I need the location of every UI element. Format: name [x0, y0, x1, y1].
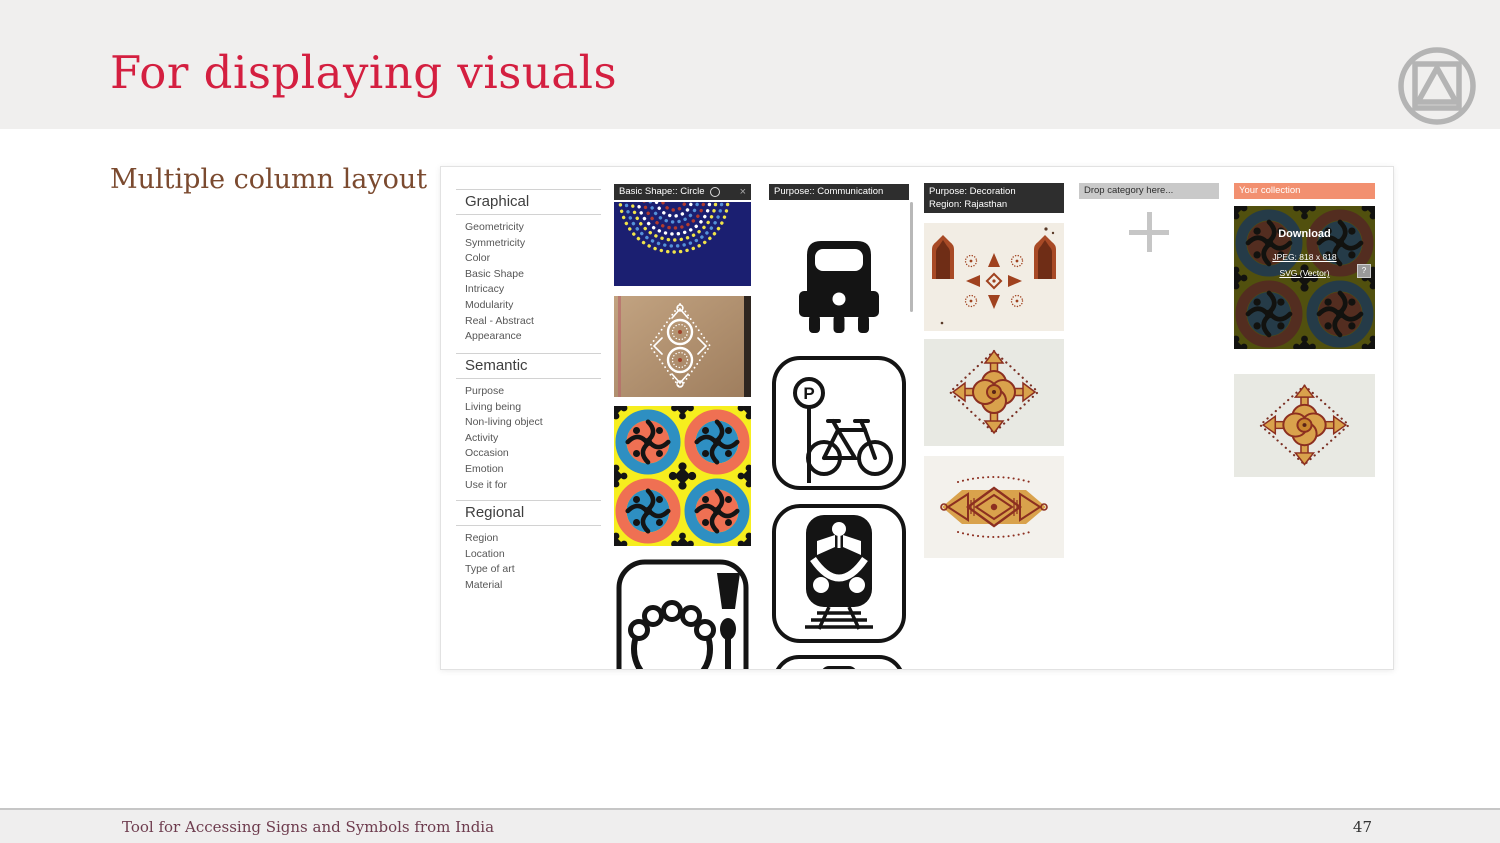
sidebar-item-real-abstract[interactable]: Real - Abstract: [465, 314, 534, 327]
slide-footer: [0, 808, 1500, 843]
sidebar-item-symmetricity[interactable]: Symmetricity: [465, 236, 526, 249]
column-header-label: Purpose:: Communication: [774, 186, 884, 197]
sidebar-section-semantic: [456, 353, 601, 493]
image-diamond-mandala-photo[interactable]: [1234, 374, 1375, 477]
sidebar-item-occasion[interactable]: Occasion: [465, 447, 509, 460]
sidebar-item-non-living-object[interactable]: Non-living object: [465, 416, 543, 429]
collection-header[interactable]: Your collection: [1234, 183, 1375, 199]
column-header-line2: Region: Rajasthan: [929, 199, 1008, 210]
sidebar-heading-semantic: Semantic: [465, 357, 528, 374]
image-wall-niches-motif-photo[interactable]: [924, 223, 1064, 331]
sidebar-item-living-being[interactable]: Living being: [465, 400, 522, 413]
image-dark-tile-with-download-overlay[interactable]: [1234, 206, 1375, 349]
sidebar-item-intricacy[interactable]: Intricacy: [465, 283, 505, 296]
image-bright-tile-pattern[interactable]: [614, 406, 751, 546]
sidebar-item-use-it-for[interactable]: Use it for: [465, 478, 508, 491]
image-border-motif-photo[interactable]: [924, 456, 1064, 558]
image-dot-rangoli-on-navy[interactable]: [614, 202, 751, 286]
square-triangle-logo-icon: [1396, 45, 1478, 127]
column-purpose-communication: [769, 184, 909, 669]
sidebar-item-modularity[interactable]: Modularity: [465, 298, 514, 311]
sidebar-item-material[interactable]: Material: [465, 578, 503, 591]
close-icon[interactable]: ×: [739, 186, 746, 198]
sidebar-item-type-of-art[interactable]: Type of art: [465, 563, 515, 576]
vertical-scrollbar[interactable]: [910, 202, 913, 312]
image-tambourine-line-icon[interactable]: [614, 557, 751, 670]
sidebar-item-color[interactable]: Color: [465, 252, 491, 265]
sidebar-heading-graphical: Graphical: [465, 193, 530, 210]
image-bicycle-parking-sign[interactable]: [769, 353, 909, 493]
circle-shape-icon: [710, 187, 720, 197]
sidebar-section-regional: [456, 500, 601, 593]
sidebar-item-purpose[interactable]: Purpose: [465, 385, 505, 397]
image-diamond-mandala-photo[interactable]: [924, 339, 1064, 446]
parking-p-label: P: [803, 384, 815, 403]
download-jpeg-link[interactable]: JPEG: 818 x 818: [1272, 252, 1337, 262]
column-header-decoration-rajasthan[interactable]: [924, 183, 1064, 213]
sidebar-item-location[interactable]: Location: [465, 547, 505, 560]
column-header-purpose-communication[interactable]: [769, 184, 909, 200]
sidebar-section-graphical: [456, 189, 601, 345]
column-basic-shape-circle: [614, 184, 751, 670]
sidebar-item-basic-shape[interactable]: Basic Shape: [465, 267, 524, 280]
image-train-pictogram[interactable]: [769, 501, 909, 646]
column-decoration-rajasthan: [924, 183, 1064, 558]
sidebar-item-emotion[interactable]: Emotion: [465, 462, 504, 475]
column-drop-zone[interactable]: [1079, 183, 1219, 252]
footer-text: Tool for Accessing Signs and Symbols from India: [122, 817, 495, 836]
image-floor-rangoli-photo[interactable]: [614, 296, 751, 397]
download-overlay: [1234, 206, 1375, 349]
sidebar-item-region[interactable]: Region: [465, 532, 499, 544]
download-svg-link[interactable]: SVG (Vector): [1279, 268, 1330, 278]
image-auto-rickshaw-pictogram[interactable]: [769, 211, 909, 346]
sidebar-item-activity[interactable]: Activity: [465, 431, 499, 444]
slide-title: For displaying visuals: [110, 46, 618, 99]
column-header-basic-shape-circle[interactable]: [614, 184, 751, 200]
image-partial-next-icon[interactable]: [769, 653, 909, 669]
slide-subtitle: Multiple column layout: [110, 164, 428, 195]
column-header-label: Basic Shape:: Circle: [619, 186, 705, 197]
column-header-line1: Purpose: Decoration: [929, 186, 1016, 197]
drop-zone-header[interactable]: Drop category here...: [1079, 183, 1219, 199]
plus-icon: [1129, 212, 1169, 252]
sidebar-item-geometricity[interactable]: Geometricity: [465, 221, 524, 233]
help-icon[interactable]: ?: [1357, 264, 1371, 278]
tool-screenshot-panel: [440, 166, 1394, 670]
sidebar-item-appearance[interactable]: Appearance: [465, 330, 522, 343]
sidebar-heading-regional: Regional: [465, 504, 525, 521]
page-number: 47: [1352, 818, 1372, 836]
column-your-collection: [1234, 183, 1375, 477]
download-title: Download: [1278, 228, 1331, 240]
